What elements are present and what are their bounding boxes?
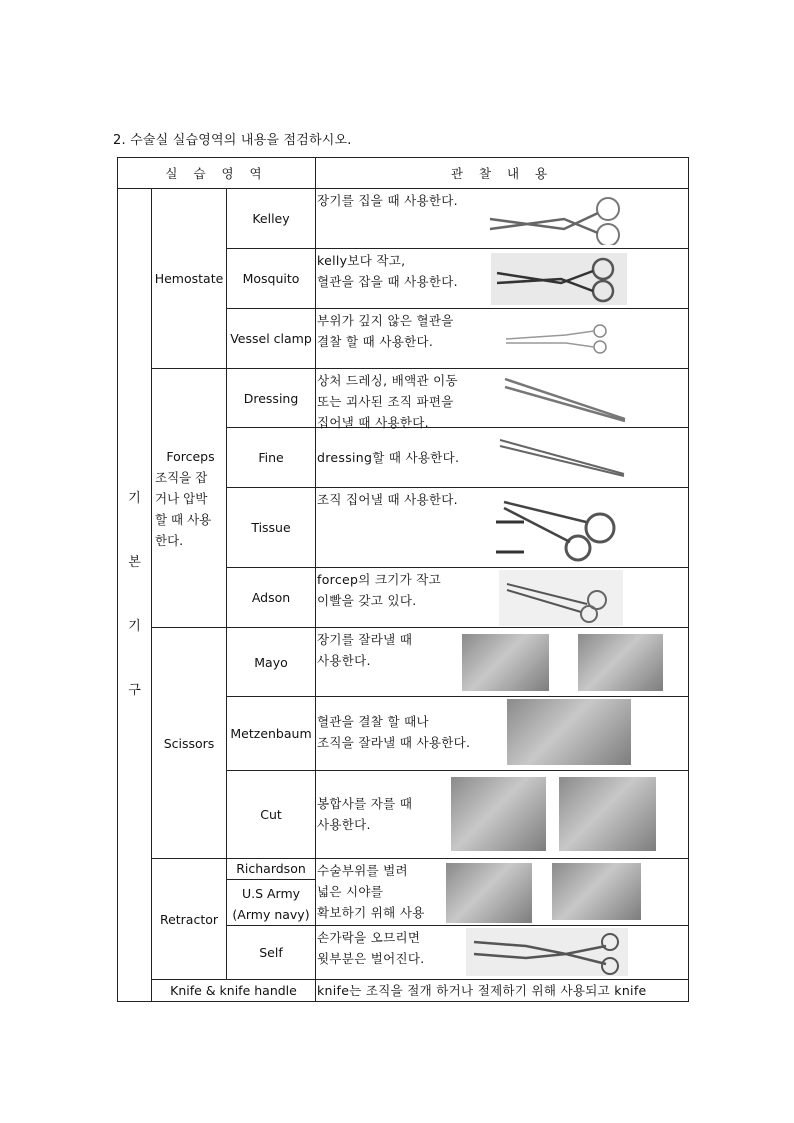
group-hemostate: Hemostate: [152, 189, 227, 369]
item-knife: Knife & knife handle: [152, 980, 316, 1002]
desc-knife: knife는 조직을 절개 하거나 절제하기 위해 사용되고 knife: [316, 980, 689, 1002]
desc-metzenbaum: 혈관을 결찰 할 때나 조직을 잘라낼 때 사용한다.: [316, 697, 689, 771]
table-row: [118, 369, 689, 428]
vertical-category-cell: [118, 189, 152, 1002]
dressing-forceps-image: [501, 373, 629, 425]
desc-mosquito: kelly보다 작고, 혈관을 잡을 때 사용한다.: [316, 249, 689, 309]
fine-forceps-image: [496, 434, 629, 482]
item-us-army: U.S Army: [227, 879, 315, 904]
desc-mayo: 장기를 잘라낼 때 사용한다.: [316, 628, 689, 697]
item-adson: Adson: [227, 568, 316, 628]
table-row: [118, 189, 689, 249]
vessel-clamp-image: [496, 317, 631, 362]
army-navy-retractor-image: [552, 863, 641, 920]
group-forceps: Forceps 조직을 잡 거나 압박 할 때 사용 한다.: [152, 369, 227, 628]
mayo-scissors-image-1: [462, 634, 549, 691]
instrument-table: [117, 157, 689, 1002]
page-heading: 2. 수술실 실습영역의 내용을 점검하시오.: [113, 133, 352, 148]
desc-richardson: 수술부위를 벌려 넓은 시야를 확보하기 위해 사용: [316, 859, 689, 926]
table-row: [118, 628, 689, 697]
richardson-retractor-image: [446, 863, 532, 923]
vertical-char: 기: [128, 491, 141, 506]
item-cut: Cut: [227, 771, 316, 859]
desc-vessel-clamp: 부위가 깊지 않은 혈관을 결찰 할 때 사용한다.: [316, 309, 689, 369]
desc-fine: dressing할 때 사용한다.: [316, 428, 689, 488]
self-retractor-image: [466, 928, 628, 976]
item-richardson-army: [227, 859, 316, 926]
item-mosquito: Mosquito: [227, 249, 316, 309]
header-row: [118, 158, 689, 189]
cut-scissors-image-1: [451, 777, 546, 851]
desc-adson: forcep의 크기가 작고 이빨을 갖고 있다.: [316, 568, 689, 628]
item-kelley: Kelley: [227, 189, 316, 249]
item-vessel-clamp: Vessel clamp: [227, 309, 316, 369]
adson-forceps-image: [499, 570, 623, 626]
item-mayo: Mayo: [227, 628, 316, 697]
header-observation: 관 찰 내 용: [316, 158, 689, 189]
desc-kelley: 장기를 집을 때 사용한다.: [316, 189, 689, 249]
vertical-char: 구: [128, 683, 141, 698]
metzenbaum-scissors-image: [507, 699, 631, 765]
item-fine: Fine: [227, 428, 316, 488]
vertical-char: 기: [128, 619, 141, 634]
desc-self: 손가락을 오므리면 윗부분은 벌어진다.: [316, 926, 689, 980]
group-scissors: Scissors: [152, 628, 227, 859]
mayo-scissors-image-2: [578, 634, 663, 691]
cut-scissors-image-2: [559, 777, 656, 851]
item-richardson: Richardson: [236, 861, 306, 876]
item-tissue: Tissue: [227, 488, 316, 568]
kelley-forceps-image: [486, 193, 631, 245]
vertical-char: 본: [128, 555, 141, 570]
table-row: [118, 980, 689, 1002]
desc-cut: 봉합사를 자를 때 사용한다.: [316, 771, 689, 859]
mosquito-forceps-image: [491, 253, 627, 305]
tissue-forceps-image: [494, 492, 624, 566]
desc-dressing: 상처 드레싱, 배액관 이동 또는 괴사된 조직 파편을 집어낼 때 사용한다.: [316, 369, 689, 428]
table-row: [118, 859, 689, 926]
item-dressing: Dressing: [227, 369, 316, 428]
header-area: 실 습 영 역: [118, 158, 316, 189]
item-army-navy: (Army navy): [232, 907, 310, 922]
item-metzenbaum: Metzenbaum: [227, 697, 316, 771]
item-self: Self: [227, 926, 316, 980]
desc-tissue: 조직 집어낼 때 사용한다.: [316, 488, 689, 568]
group-retractor: Retractor: [152, 859, 227, 980]
